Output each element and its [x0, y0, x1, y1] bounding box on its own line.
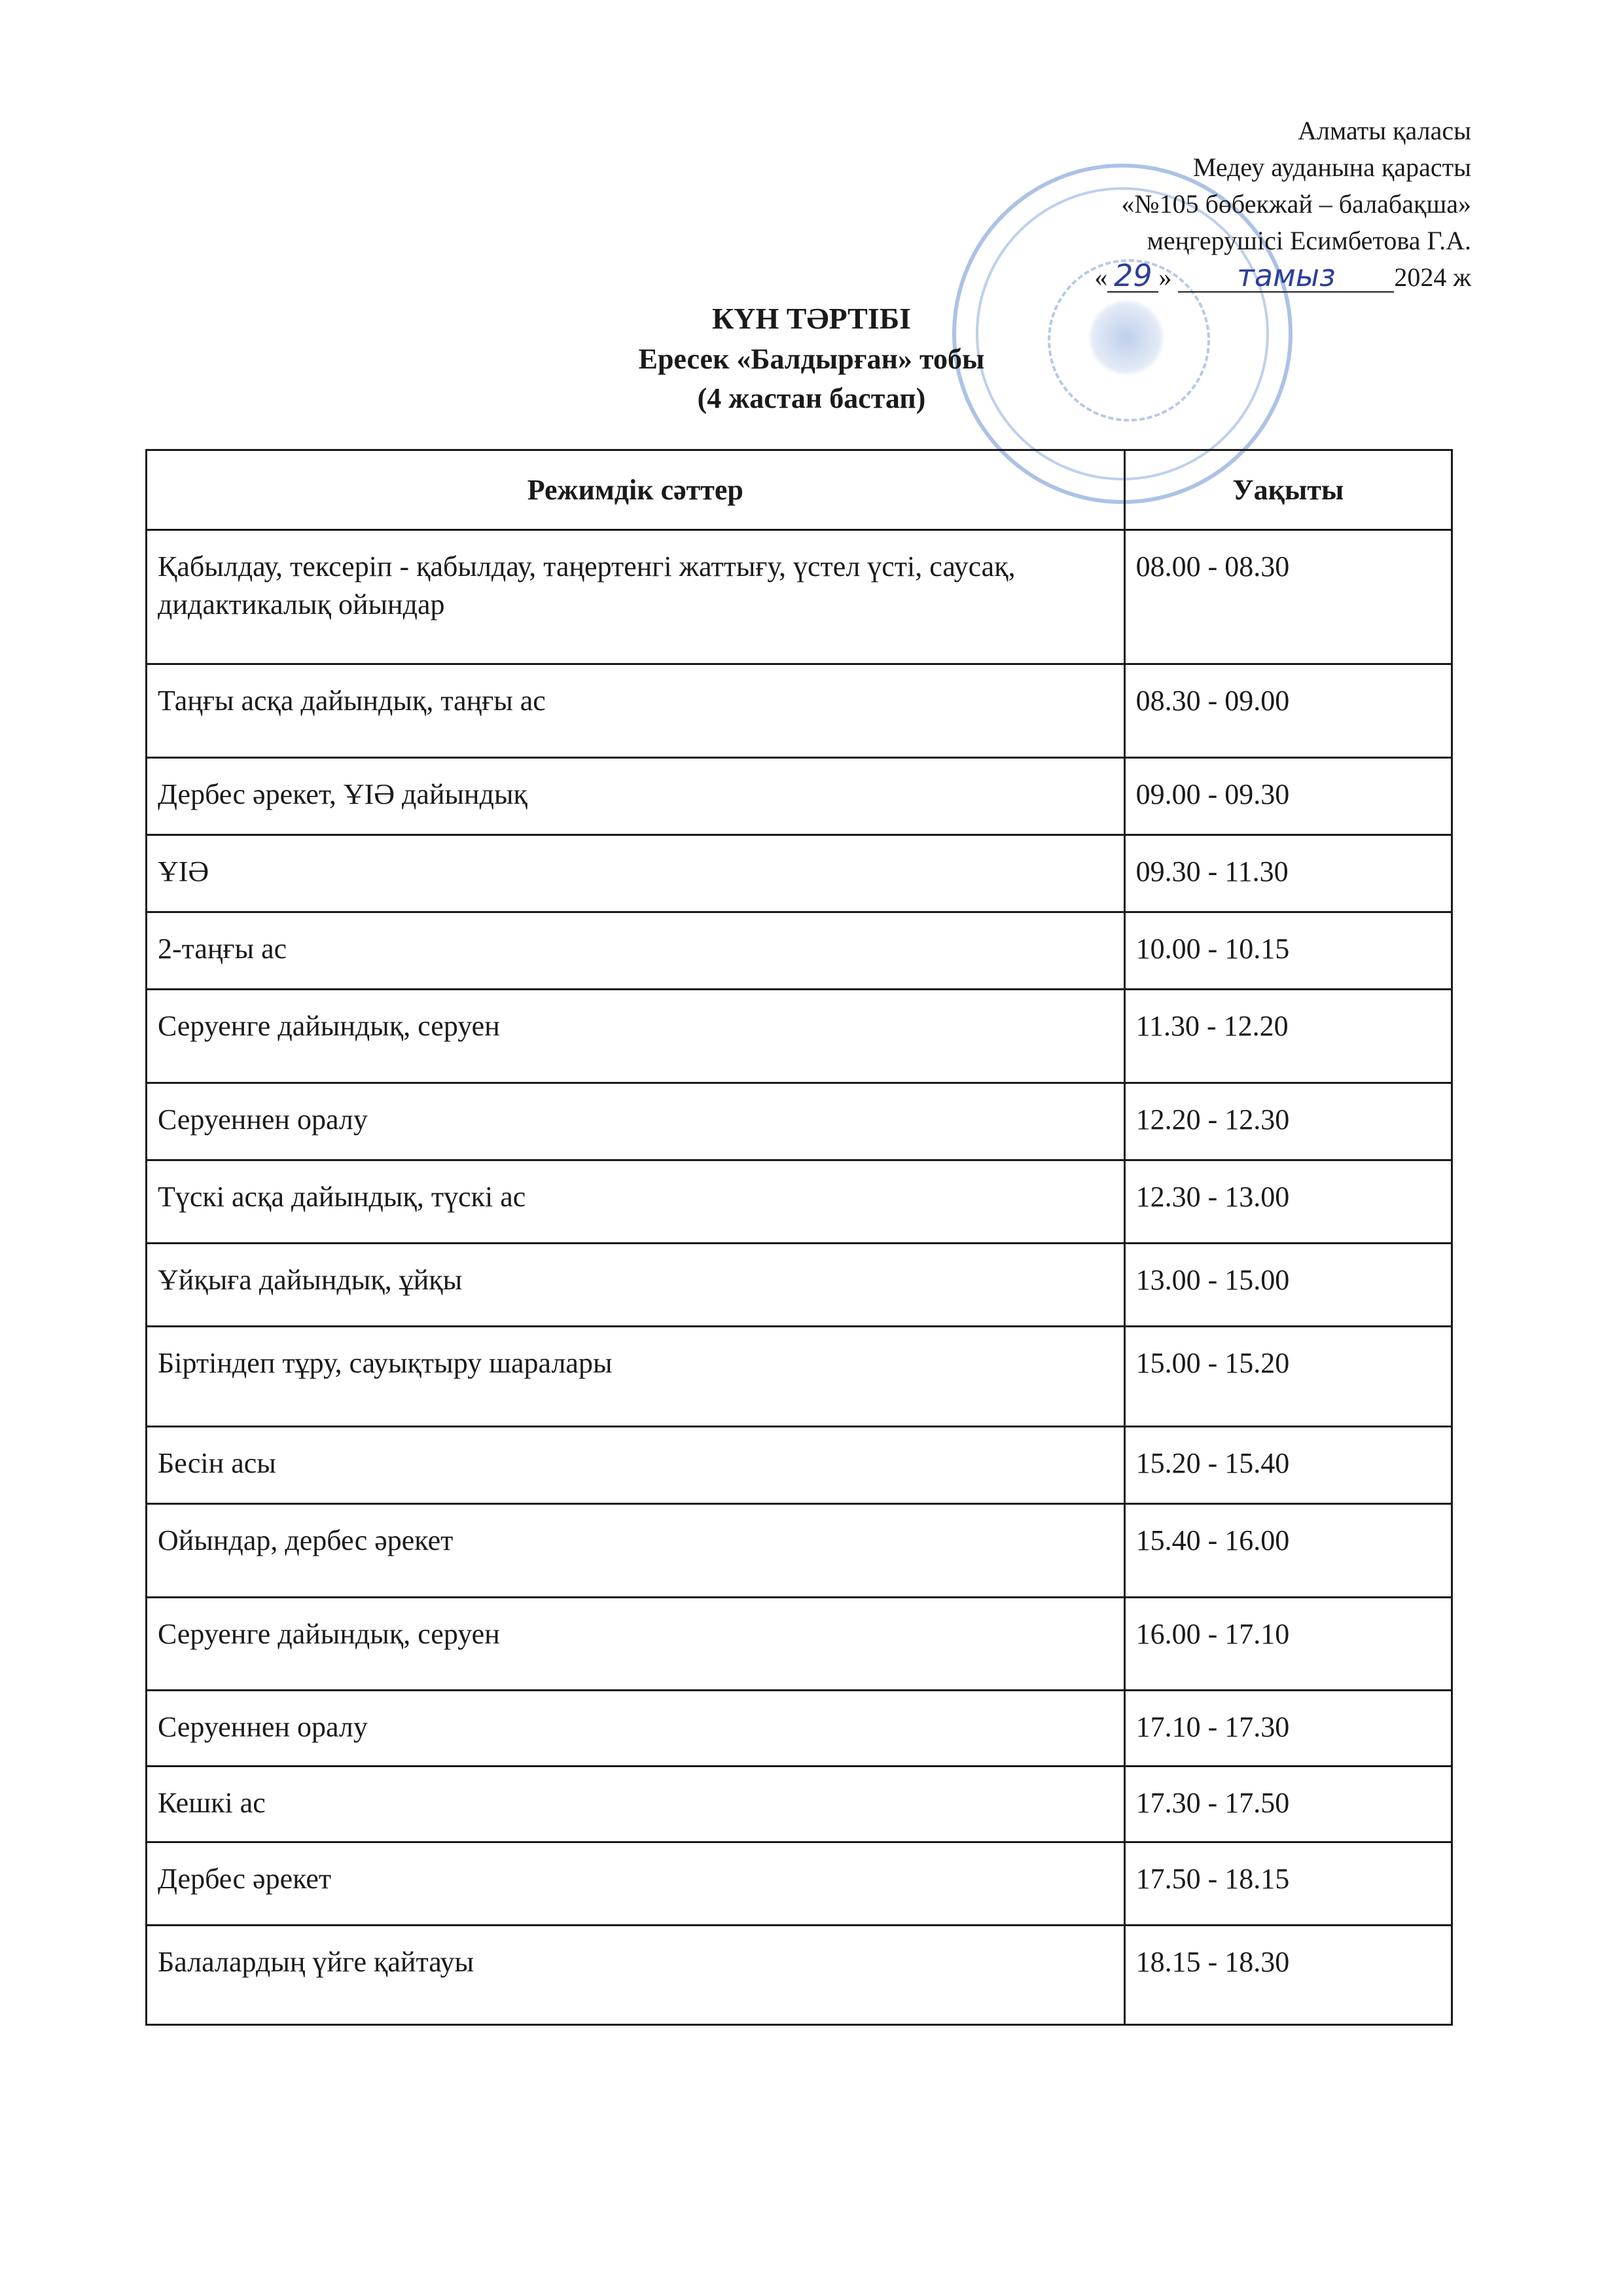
- table-row: [147, 912, 1452, 990]
- time-cell: 08.30 - 09.00: [1124, 664, 1452, 758]
- header-time: Уақыты: [1124, 450, 1452, 530]
- schedule-table: [145, 449, 1453, 2026]
- date-year: 2024 ж: [1394, 262, 1471, 292]
- activity-cell: Серуеннен оралу: [147, 1691, 1125, 1767]
- table-header-row: [147, 450, 1452, 530]
- approval-institution: «№105 бөбекжай – балабақша»: [1121, 189, 1471, 219]
- activity-cell: Таңғы асқа дайындық, таңғы ас: [147, 664, 1125, 758]
- time-cell: 18.15 - 18.30: [1124, 1926, 1452, 2025]
- activity-cell: Кешкі ас: [147, 1767, 1125, 1842]
- activity-cell: 2-таңғы ас: [147, 912, 1125, 990]
- time-cell: 15.20 - 15.40: [1124, 1427, 1452, 1504]
- time-cell: 08.00 - 08.30: [1124, 530, 1452, 664]
- table-row: [147, 1926, 1452, 2025]
- document-titles: [0, 298, 1623, 418]
- date-close-quote: »: [1158, 262, 1172, 292]
- approval-district: Медеу ауданына қарасты: [1192, 152, 1471, 182]
- approval-block: [817, 113, 1471, 296]
- table-row: [147, 530, 1452, 664]
- activity-cell: ҰІӘ: [147, 835, 1125, 912]
- activity-cell: Дербес әрекет, ҰІӘ дайындық: [147, 758, 1125, 835]
- header-activities: Режимдік сәттер: [147, 450, 1125, 530]
- activity-cell: Бесін асы: [147, 1427, 1125, 1504]
- time-cell: 09.00 - 09.30: [1124, 758, 1452, 835]
- schedule-body: [147, 530, 1452, 2025]
- time-cell: 15.00 - 15.20: [1124, 1327, 1452, 1427]
- time-cell: 17.30 - 17.50: [1124, 1767, 1452, 1842]
- table-row: [147, 1691, 1452, 1767]
- activity-cell: Дербес әрекет: [147, 1842, 1125, 1926]
- time-cell: 12.30 - 13.00: [1124, 1160, 1452, 1244]
- time-cell: 17.50 - 18.15: [1124, 1842, 1452, 1926]
- table-row: [147, 990, 1452, 1083]
- table-row: [147, 835, 1452, 912]
- table-row: [147, 1504, 1452, 1598]
- approval-date: [1094, 259, 1471, 296]
- time-cell: 17.10 - 17.30: [1124, 1691, 1452, 1767]
- activity-cell: Біртіндеп тұру, сауықтыру шаралары: [147, 1327, 1125, 1427]
- activity-cell: Ойындар, дербес әрекет: [147, 1504, 1125, 1598]
- table-row: [147, 1083, 1452, 1160]
- age-note: (4 жастан бастап): [697, 382, 926, 414]
- approval-city: Алматы қаласы: [1298, 116, 1471, 145]
- date-open-quote: «: [1094, 262, 1108, 292]
- time-cell: 09.30 - 11.30: [1124, 835, 1452, 912]
- time-cell: 10.00 - 10.15: [1124, 912, 1452, 990]
- activity-cell: Серуенге дайындық, серуен: [147, 1598, 1125, 1691]
- time-cell: 13.00 - 15.00: [1124, 1244, 1452, 1327]
- approval-head: меңгерушісі Есимбетова Г.А.: [1147, 226, 1471, 255]
- document-title: КҮН ТӘРТІБІ: [711, 302, 912, 335]
- table-row: [147, 1598, 1452, 1691]
- table-row: [147, 1842, 1452, 1926]
- activity-cell: Серуеннен оралу: [147, 1083, 1125, 1160]
- table-row: [147, 1244, 1452, 1327]
- group-name: Ересек «Балдырған» тобы: [638, 343, 985, 375]
- activity-cell: Балалардың үйге қайтауы: [147, 1926, 1125, 2025]
- time-cell: 12.20 - 12.30: [1124, 1083, 1452, 1160]
- activity-cell: Түскі асқа дайындық, түскі ас: [147, 1160, 1125, 1244]
- time-cell: 16.00 - 17.10: [1124, 1598, 1452, 1691]
- time-cell: 11.30 - 12.20: [1124, 990, 1452, 1083]
- table-row: [147, 1767, 1452, 1842]
- activity-cell: Ұйқыға дайындық, ұйқы: [147, 1244, 1125, 1327]
- activity-cell: Қабылдау, тексеріп - қабылдау, таңертенгі жаттығу, үстел үсті, саусақ, дидактикалық ойындар: [147, 530, 1125, 664]
- time-cell: 15.40 - 16.00: [1124, 1504, 1452, 1598]
- table-row: [147, 664, 1452, 758]
- table-row: [147, 1160, 1452, 1244]
- table-row: [147, 1427, 1452, 1504]
- table-row: [147, 758, 1452, 835]
- table-row: [147, 1327, 1452, 1427]
- activity-cell: Серуенге дайындық, серуен: [147, 990, 1125, 1083]
- date-day-handwritten: 29: [1107, 260, 1158, 293]
- date-month-handwritten: тамыз: [1178, 260, 1394, 293]
